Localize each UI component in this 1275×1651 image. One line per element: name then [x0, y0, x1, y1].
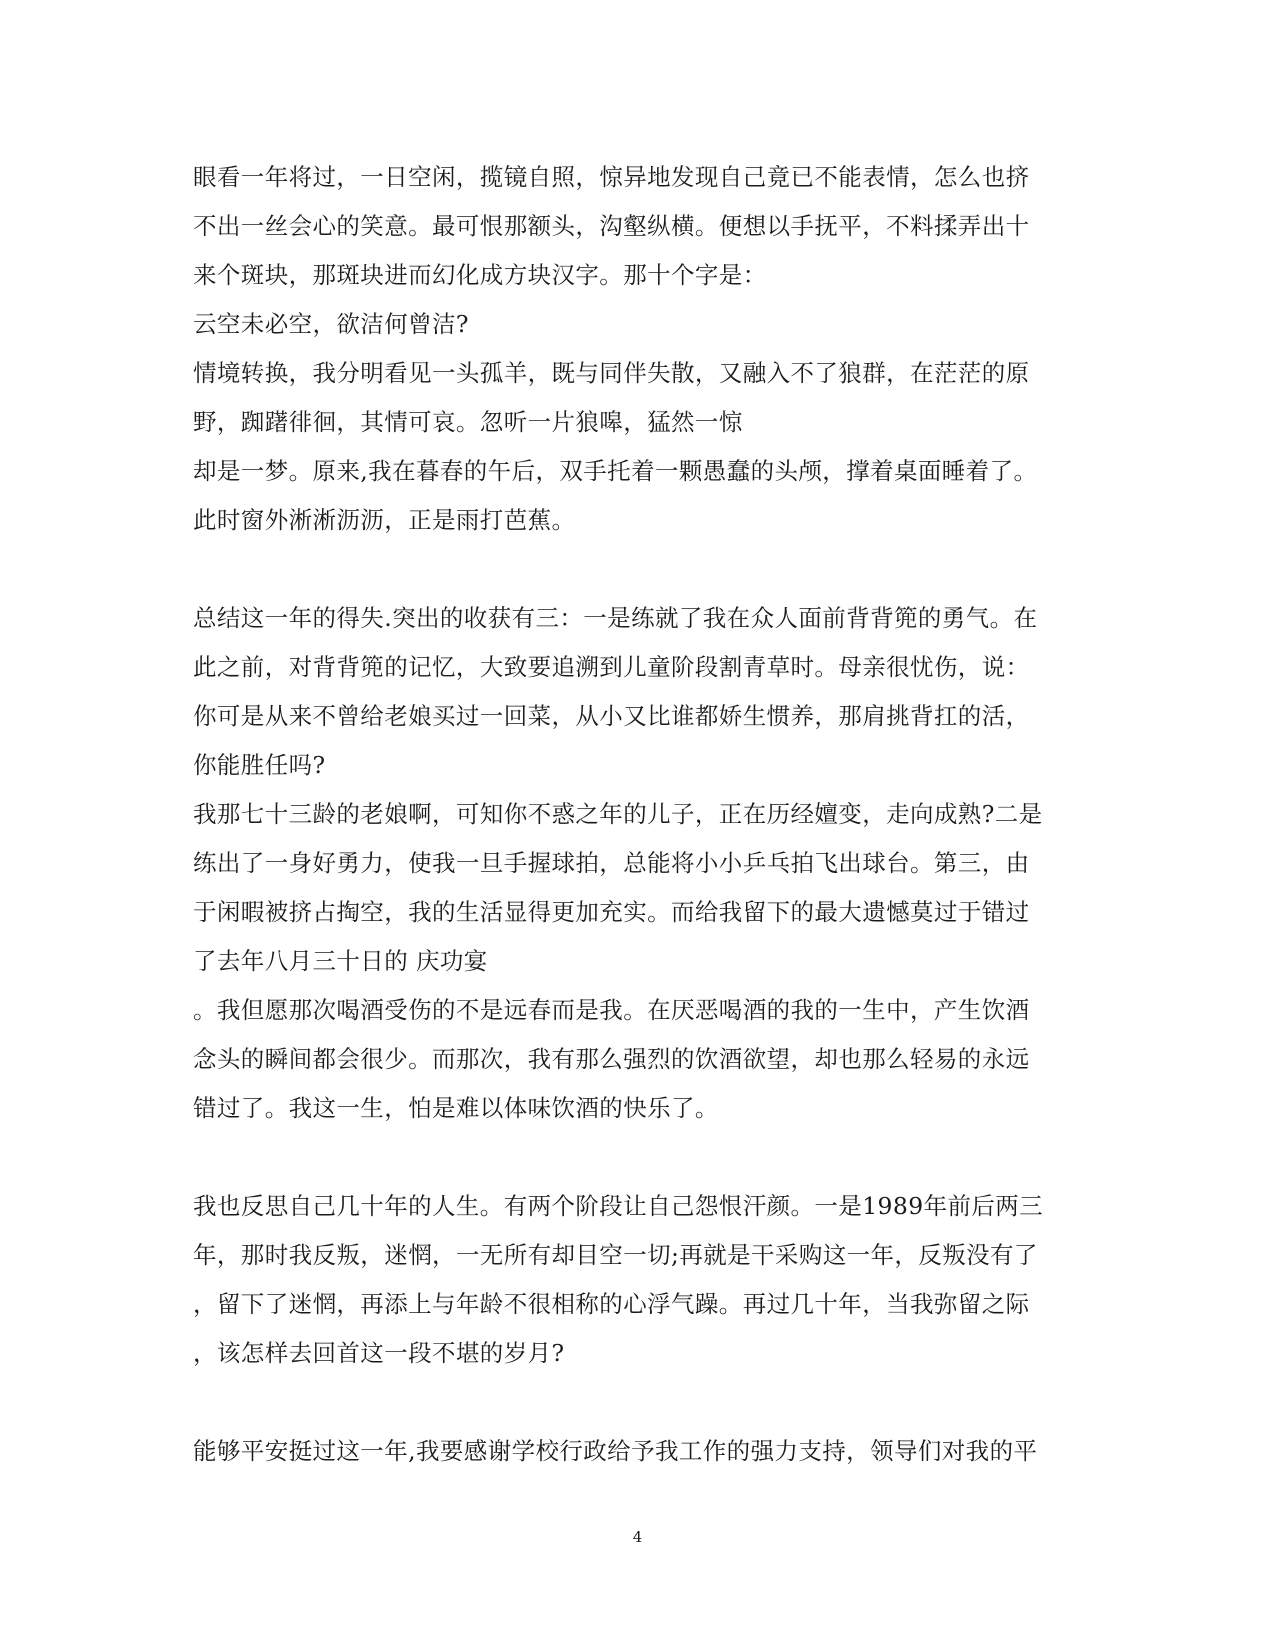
document-body	[193, 153, 1093, 1476]
text-line: 我也反思自己几十年的人生。有两个阶段让自己怨恨汗颜。一是1989年前后两三	[193, 1192, 1044, 1220]
text-line: 错过了。我这一生，怕是难以体味饮酒的快乐了。	[193, 1094, 719, 1122]
text-line: 不出一丝会心的笑意。最可恨那额头，沟壑纵横。便想以手抚平，不料揉弄出十	[193, 212, 1030, 240]
paragraph	[193, 153, 1093, 545]
paragraph	[193, 1182, 1093, 1378]
paragraph	[193, 594, 1093, 1133]
text-line: 此时窗外淅淅沥沥，正是雨打芭蕉。	[193, 506, 576, 534]
text-line: ，该怎样去回首这一段不堪的岁月?	[193, 1339, 565, 1367]
text-line: 你能胜任吗?	[193, 751, 326, 779]
text-line: 你可是从来不曾给老娘买过一回菜，从小又比谁都娇生惯养，那肩挑背扛的活，	[193, 702, 1030, 730]
text-line: 能够平安挺过这一年,我要感谢学校行政给予我工作的强力支持，领导们对我的平	[193, 1437, 1038, 1465]
text-line: 于闲暇被挤占掏空，我的生活显得更加充实。而给我留下的最大遗憾莫过于错过	[193, 898, 1030, 926]
text-line: 此之前，对背背篼的记忆，大致要追溯到儿童阶段割青草时。母亲很忧伤，说：	[193, 653, 1030, 681]
paragraph	[193, 1427, 1093, 1476]
text-line: 眼看一年将过，一日空闲，揽镜自照，惊异地发现自己竟已不能表情，怎么也挤	[193, 163, 1030, 191]
text-line: 念头的瞬间都会很少。而那次，我有那么强烈的饮酒欲望，却也那么轻易的永远	[193, 1045, 1030, 1073]
page-number: 4	[632, 1528, 643, 1546]
text-line: ，留下了迷惘，再添上与年龄不很相称的心浮气躁。再过几十年，当我弥留之际	[193, 1290, 1030, 1318]
text-line: 情境转换，我分明看见一头孤羊，既与同伴失散，又融入不了狼群，在茫茫的原	[193, 359, 1030, 387]
text-line: 。我但愿那次喝酒受伤的不是远春而是我。在厌恶喝酒的我的一生中，产生饮酒	[193, 996, 1030, 1024]
text-line: 来个斑块，那斑块进而幻化成方块汉字。那十个字是：	[193, 261, 767, 289]
text-line: 却是一梦。原来,我在暮春的午后，双手托着一颗愚蠢的头颅，撑着桌面睡着了。	[193, 457, 1038, 485]
text-line: 云空未必空，欲洁何曾洁?	[193, 310, 469, 338]
text-line: 野，踟躇徘徊，其情可哀。忽听一片狼嗥，猛然一惊	[193, 408, 743, 436]
paragraph-gap	[193, 1133, 1093, 1182]
text-line: 了去年八月三十日的 庆功宴	[193, 947, 488, 975]
text-line: 总结这一年的得失.突出的收获有三：一是练就了我在众人面前背背篼的勇气。在	[193, 604, 1038, 632]
paragraph-gap	[193, 545, 1093, 594]
paragraph-gap	[193, 1378, 1093, 1427]
text-line: 我那七十三龄的老娘啊，可知你不惑之年的儿子，正在历经嬗变，走向成熟?二是	[193, 800, 1043, 828]
text-line: 年，那时我反叛，迷惘，一无所有却目空一切;再就是干采购这一年，反叛没有了	[193, 1241, 1038, 1269]
text-line: 练出了一身好勇力，使我一旦手握球拍，总能将小小乒乓拍飞出球台。第三，由	[193, 849, 1030, 877]
